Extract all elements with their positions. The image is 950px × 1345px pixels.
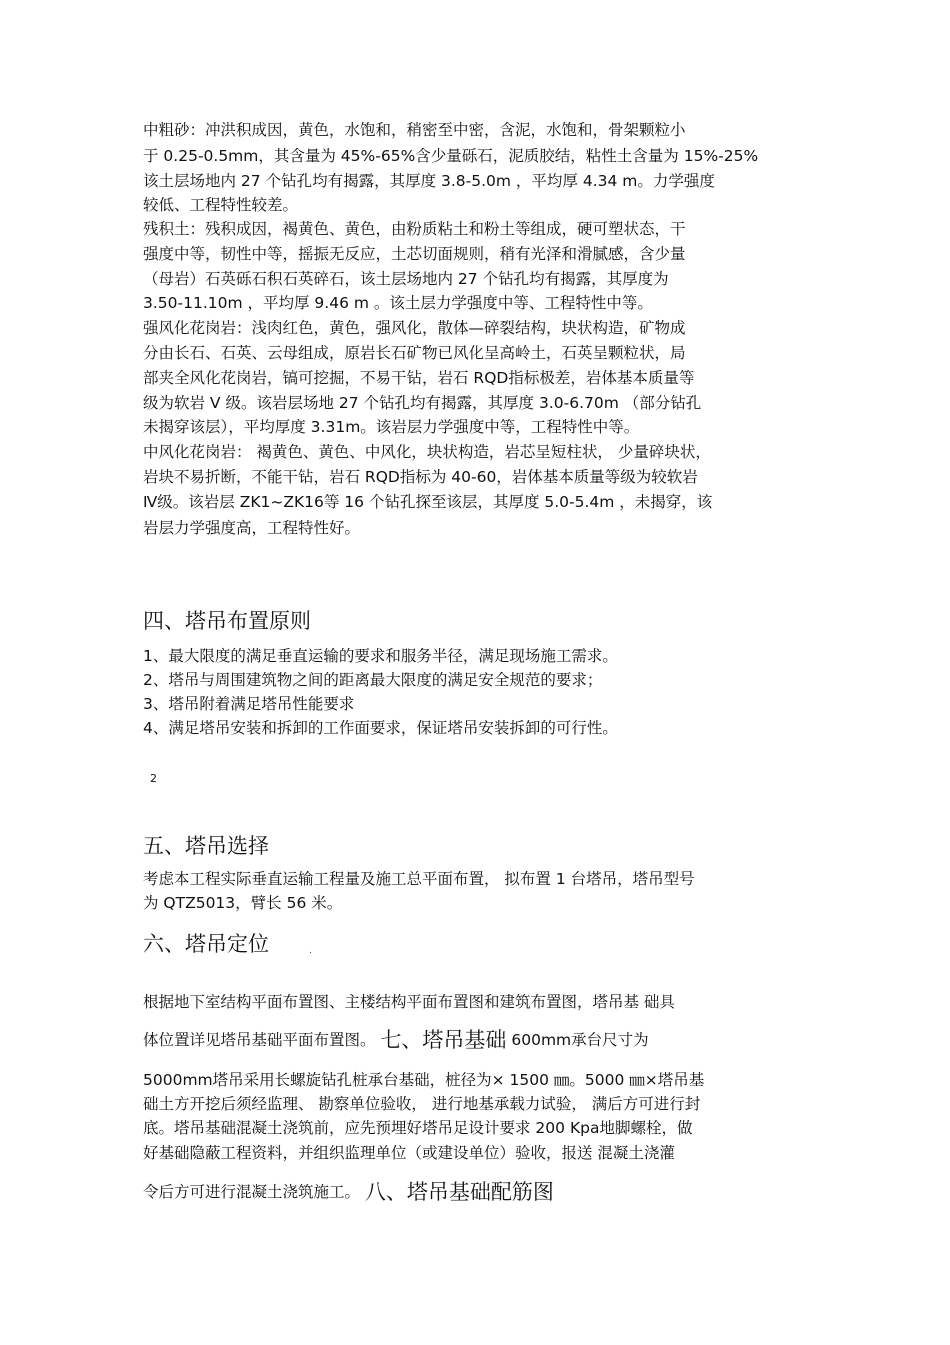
soil-line-13: 未揭穿该层），平均厚度 3.31m。该岩层力学强度中等，工程特性中等。 bbox=[143, 418, 640, 436]
soil-line-6: 强度中等，韧性中等，摇振无反应，土芯切面规则，稍有光泽和滑腻感，含少量 bbox=[143, 245, 686, 263]
section4-item-2: 2、塔吊与周围建筑物之间的距离最大限度的满足安全规范的要求； bbox=[143, 671, 603, 689]
soil-line-12: 级为软岩 V 级。该岩层场地 27 个钻孔均有揭露，其厚度 3.0-6.70m （部分钻孔 bbox=[143, 394, 702, 412]
section7-line-3: 底。塔吊基础混凝土浇筑前，应先预埋好塔吊足设计要求 200 Kpa地脚螺栓，做 bbox=[143, 1119, 693, 1137]
soil-line-11: 部夹全风化花岗岩，镐可挖掘，不易干钻，岩石 RQD指标极差，岩体基本质量等 bbox=[143, 369, 695, 387]
section5-line-1: 考虑本工程实际垂直运输工程量及施工总平面布置， 拟布置 1 台塔吊，塔吊型号 bbox=[143, 870, 695, 888]
section6-line-2 bbox=[143, 1030, 649, 1050]
section5-line-2: 为 QTZ5013，臂长 56 米。 bbox=[143, 894, 343, 912]
section4-heading: 四、塔吊布置原则 bbox=[143, 609, 311, 633]
section6-line-1: 根据地下室结构平面布置图、主楼结构平面布置图和建筑布置图，塔吊基 础具 bbox=[143, 993, 675, 1011]
soil-line-7: （母岩）石英砾石积石英碎石，该土层场地内 27 个钻孔均有揭露，其厚度为 bbox=[143, 270, 669, 288]
soil-line-8: 3.50-11.10m ，平均厚 9.46 m 。该土层力学强度中等、工程特性中等。 bbox=[143, 294, 653, 312]
page-number: 2 bbox=[150, 772, 157, 785]
section4-item-3: 3、塔吊附着满足塔吊性能要求 bbox=[143, 695, 355, 713]
section7-line-4: 好基础隐蔽工程资料，并组织监理单位（或建设单位）验收，报送 混凝土浇灌 bbox=[143, 1144, 675, 1162]
section7-line-2: 础土方开挖后须经监理、 勘察单位验收， 进行地基承载力试验， 满后方可进行封 bbox=[143, 1095, 701, 1113]
soil-line-5: 残积土：残积成因，褐黄色、黄色，由粉质粘土和粉土等组成，硬可塑状态，干 bbox=[143, 220, 686, 238]
soil-line-1: 中粗砂：冲洪积成因，黄色，水饱和，稍密至中密，含泥，水饱和，骨架颗粒小 bbox=[143, 121, 686, 139]
stray-dot: . bbox=[309, 946, 312, 956]
soil-line-16: Ⅳ级。该岩层 ZK1~ZK16等 16 个钻孔探至该层，其厚度 5.0-5.4m ，未揭穿，该 bbox=[143, 493, 713, 511]
section7-last-line-text: 令后方可进行混凝土浇筑施工。 bbox=[143, 1183, 365, 1201]
section5-heading: 五、塔吊选择 bbox=[143, 834, 269, 858]
section6-heading: 六、塔吊定位 bbox=[143, 932, 269, 956]
soil-line-14: 中风化花岗岩： 褐黄色、黄色、中风化，块状构造，岩芯呈短柱状， 少量碎块状， bbox=[143, 443, 711, 461]
section4-item-4: 4、满足塔吊安装和拆卸的工作面要求，保证塔吊安装拆卸的可行性。 bbox=[143, 719, 618, 737]
section7-heading: 七、塔吊基础 bbox=[380, 1028, 507, 1052]
soil-line-17: 岩层力学强度高，工程特性好。 bbox=[143, 519, 361, 537]
soil-line-9: 强风化花岗岩：浅肉红色，黄色，强风化，散体—碎裂结构，块状构造，矿物成 bbox=[143, 319, 686, 337]
soil-line-4: 较低、工程特性较差。 bbox=[143, 196, 299, 214]
section6-line-2-text: 体位置详见塔吊基础平面布置图。 bbox=[143, 1031, 381, 1049]
soil-line-2: 于 0.25-0.5mm，其含量为 45%-65%含少量砾石，泥质胶结，粘性土含量为 15%-25% bbox=[143, 147, 759, 165]
section7-line-1: 5000mm塔吊采用长螺旋钻孔桩承台基础，桩径为× 1500 ㎜。5000 ㎜×塔吊基 bbox=[143, 1071, 705, 1089]
soil-line-3: 该土层场地内 27 个钻孔均有揭露，其厚度 3.8-5.0m ，平均厚 4.34 m。力学强度 bbox=[143, 172, 715, 190]
section7-line-5 bbox=[143, 1182, 554, 1202]
section6-line-2-after: 600mm承台尺寸为 bbox=[511, 1031, 649, 1049]
section4-item-1: 1、最大限度的满足垂直运输的要求和服务半径，满足现场施工需求。 bbox=[143, 647, 618, 665]
section8-heading: 八、塔吊基础配筋图 bbox=[364, 1180, 554, 1204]
soil-line-15: 岩块不易折断，不能干钻，岩石 RQD指标为 40-60，岩体基本质量等级为较软岩 bbox=[143, 468, 698, 486]
soil-line-10: 分由长石、石英、云母组成，原岩长石矿物已风化呈高岭土，石英呈颗粒状，局 bbox=[143, 344, 686, 362]
